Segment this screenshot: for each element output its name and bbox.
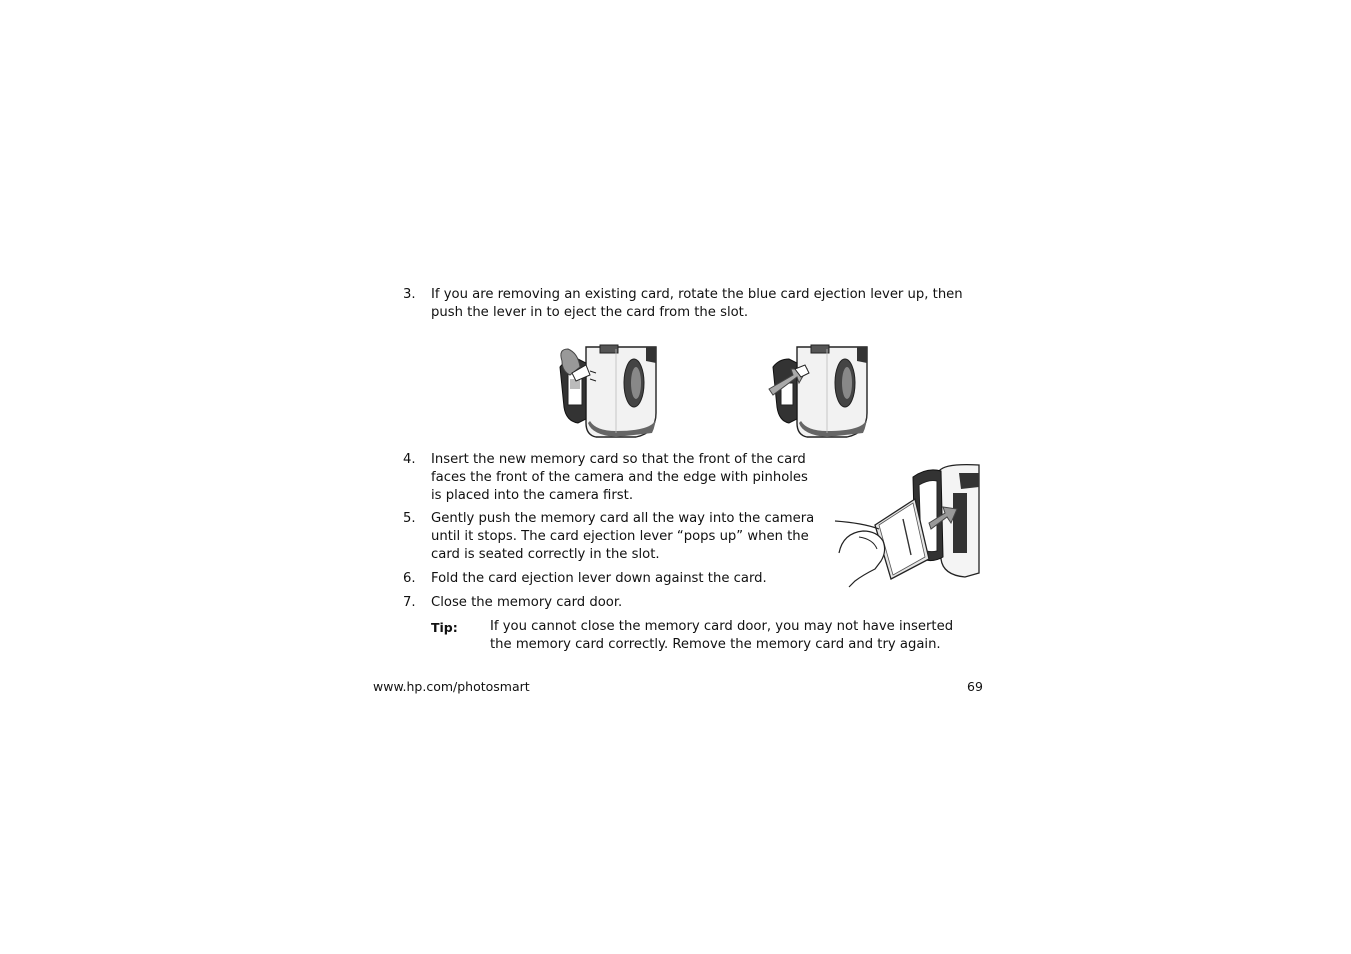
step-text: Gently push the memory card all the way into the camera until it stops. The card ejection lever “pops up” when the card is seated correctly in the slot.: [431, 511, 815, 562]
step-number: 6.: [403, 571, 416, 586]
step-number: 5.: [403, 511, 416, 526]
camera-lever-rotate-illustration: [556, 343, 660, 441]
camera-lever-push-illustration: [767, 343, 871, 441]
step-number: 7.: [403, 595, 416, 610]
tip-text: If you cannot close the memory card door, you may not have inserted the memory card correctly. Remove the memory card and try again.: [490, 619, 954, 652]
step-text: Fold the card ejection lever down against the card.: [431, 571, 767, 586]
step-text: If you are removing an existing card, rotate the blue card ejection lever up, then push the lever in to eject the card from the slot.: [431, 287, 963, 320]
memory-card-insert-illustration: [833, 463, 981, 589]
step-text: Insert the new memory card so that the front of the card faces the front of the camera and the edge with pinholes is placed into the camera first.: [431, 452, 808, 503]
step-number: 3.: [403, 287, 416, 302]
step-number: 4.: [403, 452, 416, 467]
tip-label: Tip:: [431, 620, 458, 635]
step-text: Close the memory card door.: [431, 595, 623, 610]
footer-url: www.hp.com/photosmart: [373, 679, 530, 694]
page-number: 69: [967, 679, 983, 694]
